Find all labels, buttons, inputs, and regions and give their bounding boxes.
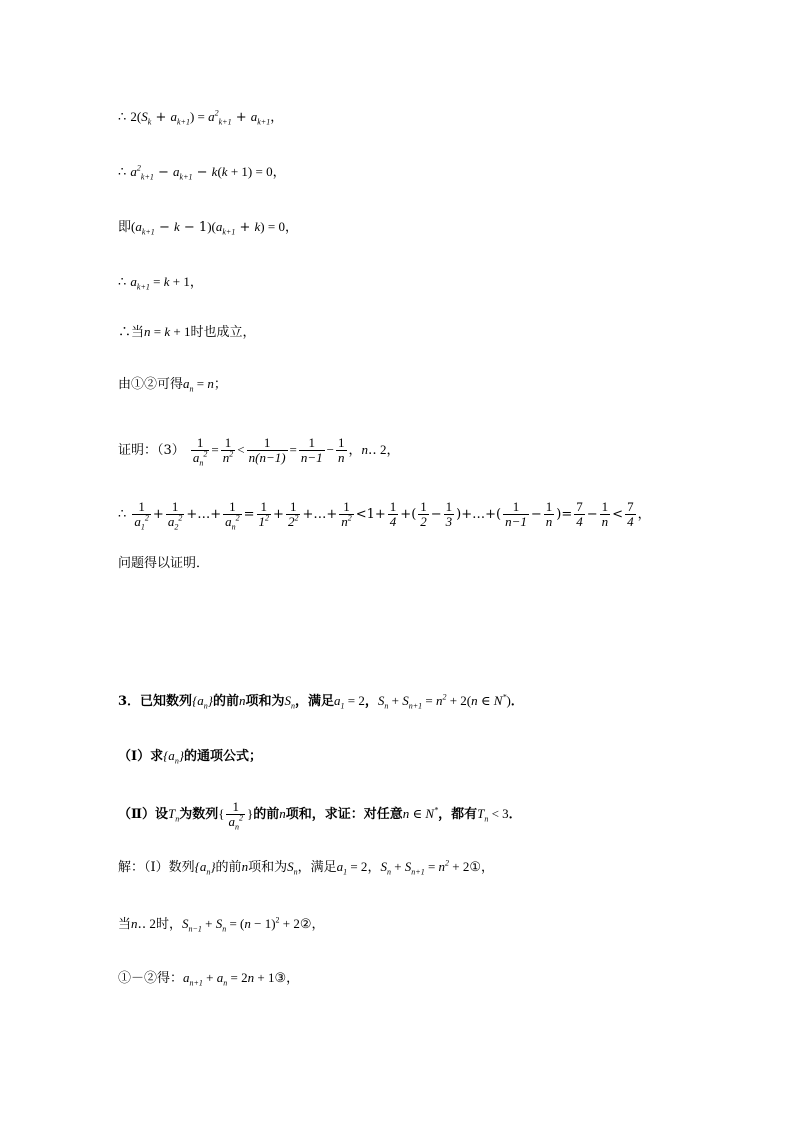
proof-line-4: ∴ $a_{k+1} = k + 1$， [118, 274, 203, 292]
solution-step-2: 当n‥ 2时，$S_{n-1} + S_n = (n - 1)^2$ + 2②， [118, 915, 325, 934]
proof-line-2: ∴ $a^2_{k+1} - a_{k+1} - k(k + 1) = 0$， [118, 163, 286, 182]
problem-3-stem: 3．已知数列$\{a_n\}$的前n项和为$S_n$，满足$a_1 = 2$，$S_n + S_{n+1} = n^2 + 2(n$ ∈ N*)． [118, 692, 524, 711]
proof-line-8: ∴ $\frac{1}{a_1^2}$ + $\frac{1}{a_2^2}$ +…+ $\frac{1}{a_n^2}$ = $\frac{1}{1^2}$ + $\frac{1}{2^2}$ +…+ $\frac{1}{n^2}$ <1+ $\frac{1}{4}$ +( $\frac{1}{2}$ − $\frac{1}{3}$ )+…+( $\frac{1}{n-1}$ − $\frac{1}{n}$ )= $\frac{7}{4}$ − $\frac{1}{n}$ < $\frac{7}{4}$ ， [118, 499, 651, 532]
therefore-symbol: ∴ [118, 110, 127, 125]
proof-line-7: 证明：（3） $\frac{1}{a_n^2}$ = $\frac{1}{n^2}$ < $\frac{1}{n(n-1)}$ = $\frac{1}{n-1}$ − $\frac{1}{n}$ ，n‥ 2， [118, 435, 400, 468]
therefore-symbol: ∴ [118, 165, 127, 180]
proof-conclusion: 问题得以证明． [118, 556, 210, 571]
problem-3-part-1: （Ⅰ）求$\{a_n\}$的通项公式； [118, 748, 263, 766]
problem-3-part-2: （Ⅱ）设$T_n$为数列{ $\frac{1}{a_n^2}$ }的前n项和，求证：对任意n ∈ N*，都有$T_n < 3$． [118, 799, 522, 832]
therefore-symbol: ∴ [118, 507, 127, 522]
proof-line-1: ∴ $2(S_k + a_{k+1}) = a^2_{k+1} + a_{k+1}$， [118, 108, 284, 127]
solution-intro: 解：（Ⅰ）数列$\{a_n\}$的前n项和为$S_n$，满足$a_1 = 2$，$S_n + S_{n+1} = n^2$ + 2①， [118, 858, 495, 877]
therefore-symbol: ∴ [118, 275, 127, 290]
solution-step-3: ①－②得：$a_{n+1} + a_n = 2n$ + 1③， [118, 970, 300, 988]
proof-line-6: 由①②可得$a_n = n$； [118, 376, 227, 394]
proof-line-3: 即$(a_{k+1} - k - 1)(a_{k+1} + k) = 0$， [118, 219, 298, 237]
proof-line-5: ∴当n = k + 1时也成立， [118, 324, 256, 340]
problem-number: 3． [118, 694, 141, 709]
